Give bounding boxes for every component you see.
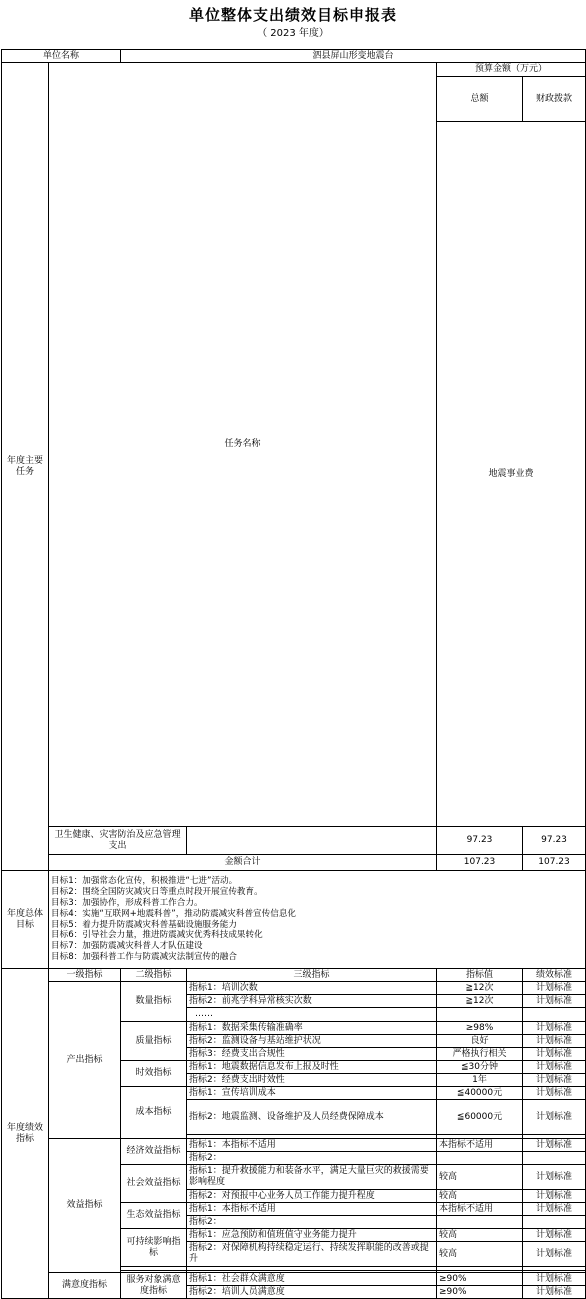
overall-goal-list <box>49 871 586 969</box>
indicator-value: 较高 <box>437 1165 523 1190</box>
indicator-standard: 计划标准 <box>523 1242 586 1267</box>
indicator-name: 指标1：数据采集传输准确率 <box>187 1022 437 1035</box>
goal-item: 目标7：加强防震减灾科普人才队伍建设 <box>51 941 203 952</box>
indicator-name: 指标2：对预报中心业务人员工作能力提升程度 <box>187 1190 437 1203</box>
indicator-value: 良好 <box>437 1035 523 1048</box>
indicator-name: 指标1：地震数据信息发布上报及时性 <box>187 1061 437 1074</box>
goal-item: 目标8：加强科普工作与防震减灾法制宣传的融合 <box>51 951 237 962</box>
task-name: 卫生健康、灾害防治及应急管理支出 <box>49 827 187 855</box>
benefit-label: 效益指标 <box>49 1139 121 1273</box>
indicator-value: ≦60000元 <box>437 1100 523 1135</box>
unit-label: 单位名称 <box>2 50 121 63</box>
service-label: 服务对象满意度指标 <box>121 1273 187 1299</box>
indicator-standard: 计划标准 <box>523 1100 586 1135</box>
budget-fiscal-header: 财政拨款 <box>523 77 586 122</box>
indicator-value: 较高 <box>437 1242 523 1267</box>
indicator-standard <box>523 1216 586 1229</box>
task-content <box>187 827 437 855</box>
indicator-name: 指标2：对保障机构持续稳定运行、持续发挥职能的改善或提升 <box>187 1242 437 1267</box>
output-label: 产出指标 <box>49 982 121 1139</box>
indicator-name: 指标3：经费支出合规性 <box>187 1048 437 1061</box>
col-level1: 一级指标 <box>49 969 121 982</box>
cost-label: 成本指标 <box>121 1087 187 1139</box>
indicator-value: ≧12次 <box>437 982 523 995</box>
col-standard: 绩效标准 <box>523 969 586 982</box>
indicator-name: 指标1：本指标不适用 <box>187 1203 437 1216</box>
satisfaction-label: 满意度指标 <box>49 1273 121 1299</box>
indicator-standard: 计划标准 <box>523 1048 586 1061</box>
indicator-standard <box>523 1008 586 1022</box>
indicator-name: 指标1：宣传培训成本 <box>187 1087 437 1100</box>
budget-header: 预算金额（万元） <box>437 63 586 77</box>
indicator-standard: 计划标准 <box>523 1165 586 1190</box>
indicator-value <box>437 1008 523 1022</box>
indicator-standard: 计划标准 <box>523 1035 586 1048</box>
goal-item: 目标3：加强协作，形成科普工作合力。 <box>51 897 203 908</box>
indicator-value <box>437 1152 523 1165</box>
task-name-header: 任务名称 <box>49 63 437 827</box>
indicator-standard: 计划标准 <box>523 1074 586 1087</box>
annual-tasks-label: 年度主要任务 <box>2 63 49 871</box>
social-label: 社会效益指标 <box>121 1165 187 1203</box>
col-level2: 二级指标 <box>121 969 187 982</box>
indicator-name: 指标2：地震监测、设备维护及人员经费保障成本 <box>187 1100 437 1135</box>
indicator-name: 指标1：培训次数 <box>187 982 437 995</box>
indicator-name: 指标2： <box>187 1216 437 1229</box>
unit-value: 泗县屏山形变地震台 <box>121 50 586 63</box>
goal-item: 目标5：着力提升防震减灾科普基础设施服务能力 <box>51 919 237 930</box>
indicator-name: 指标1：应急预防和值班值守业务能力提升 <box>187 1229 437 1242</box>
task-total: 97.23 <box>437 827 523 855</box>
indicator-standard: 计划标准 <box>523 1229 586 1242</box>
task-fiscal: 97.23 <box>523 827 586 855</box>
indicator-standard: 计划标准 <box>523 1022 586 1035</box>
ecological-label: 生态效益指标 <box>121 1203 187 1229</box>
indicator-value: 较高 <box>437 1229 523 1242</box>
indicator-value: ≥90% <box>437 1273 523 1286</box>
indicator-value: 严格执行相关 <box>437 1048 523 1061</box>
sum-label: 金额合计 <box>49 855 437 871</box>
indicator-value <box>437 1216 523 1229</box>
indicator-name: 指标1：提升救援能力和装备水平，满足大量巨灾的救援需要影响程度 <box>187 1165 437 1190</box>
indicator-name: 指标2：监测设备与基站维护状况 <box>187 1035 437 1048</box>
economic-label: 经济效益指标 <box>121 1139 187 1165</box>
goal-item: 目标1：加强常态化宣传，积极推进“七进”活动。 <box>51 876 238 887</box>
indicator-standard: 计划标准 <box>523 1061 586 1074</box>
indicator-value: ≥90% <box>437 1286 523 1299</box>
quality-label: 质量指标 <box>121 1022 187 1061</box>
indicator-value: 本指标不适用 <box>437 1139 523 1152</box>
indicator-name: …… <box>187 1008 437 1022</box>
indicator-name: 指标2：培训人员满意度 <box>187 1286 437 1299</box>
sustainable-label: 可持续影响指标 <box>121 1229 187 1267</box>
indicator-name: 指标1：本指标不适用 <box>187 1139 437 1152</box>
goal-item: 目标6：引导社会力量，推进防震减灾优秀科技成果转化 <box>51 930 263 941</box>
timeliness-label: 时效指标 <box>121 1061 187 1087</box>
indicator-name: 指标2：经费支出时效性 <box>187 1074 437 1087</box>
indicator-value: 1年 <box>437 1074 523 1087</box>
budget-total-header: 总额 <box>437 77 523 122</box>
page-subtitle: （ 2023 年度） <box>257 28 329 39</box>
indicator-standard <box>523 1152 586 1165</box>
indicator-value: ≧12次 <box>437 995 523 1008</box>
indicator-name: 指标2：前兆学科异常核实次数 <box>187 995 437 1008</box>
indicator-standard: 计划标准 <box>523 1203 586 1216</box>
indicator-value: ≦30分钟 <box>437 1061 523 1074</box>
page-title: 单位整体支出绩效目标申报表 <box>188 6 397 24</box>
indicator-standard: 计划标准 <box>523 1087 586 1100</box>
indicator-name: 指标2： <box>187 1152 437 1165</box>
indicator-standard: 计划标准 <box>523 995 586 1008</box>
performance-label: 年度绩效指标 <box>2 969 49 1299</box>
indicator-value: ≥98% <box>437 1022 523 1035</box>
indicator-value: ≦40000元 <box>437 1087 523 1100</box>
overall-goal-label: 年度总体目标 <box>2 871 49 969</box>
goal-item: 目标4：实施“互联网+地震科普”，推动防震减灾科普宣传信息化 <box>51 908 297 919</box>
indicator-standard: 计划标准 <box>523 982 586 995</box>
indicator-value: 较高 <box>437 1190 523 1203</box>
indicator-standard: 计划标准 <box>523 1273 586 1286</box>
goal-item: 目标2：围绕全国防灾减灾日等重点时段开展宣传教育。 <box>51 887 263 898</box>
task-name: 地震事业费 <box>437 122 586 827</box>
indicator-standard: 计划标准 <box>523 1286 586 1299</box>
col-level3: 三级指标 <box>187 969 437 982</box>
indicator-name: 指标1：社会群众满意度 <box>187 1273 437 1286</box>
sum-total: 107.23 <box>437 855 523 871</box>
performance-table <box>1 49 586 1299</box>
indicator-standard: 计划标准 <box>523 1190 586 1203</box>
indicator-standard: 计划标准 <box>523 1139 586 1152</box>
quantity-label: 数量指标 <box>121 982 187 1022</box>
indicator-value: 本指标不适用 <box>437 1203 523 1216</box>
col-value: 指标值 <box>437 969 523 982</box>
sum-fiscal: 107.23 <box>523 855 586 871</box>
